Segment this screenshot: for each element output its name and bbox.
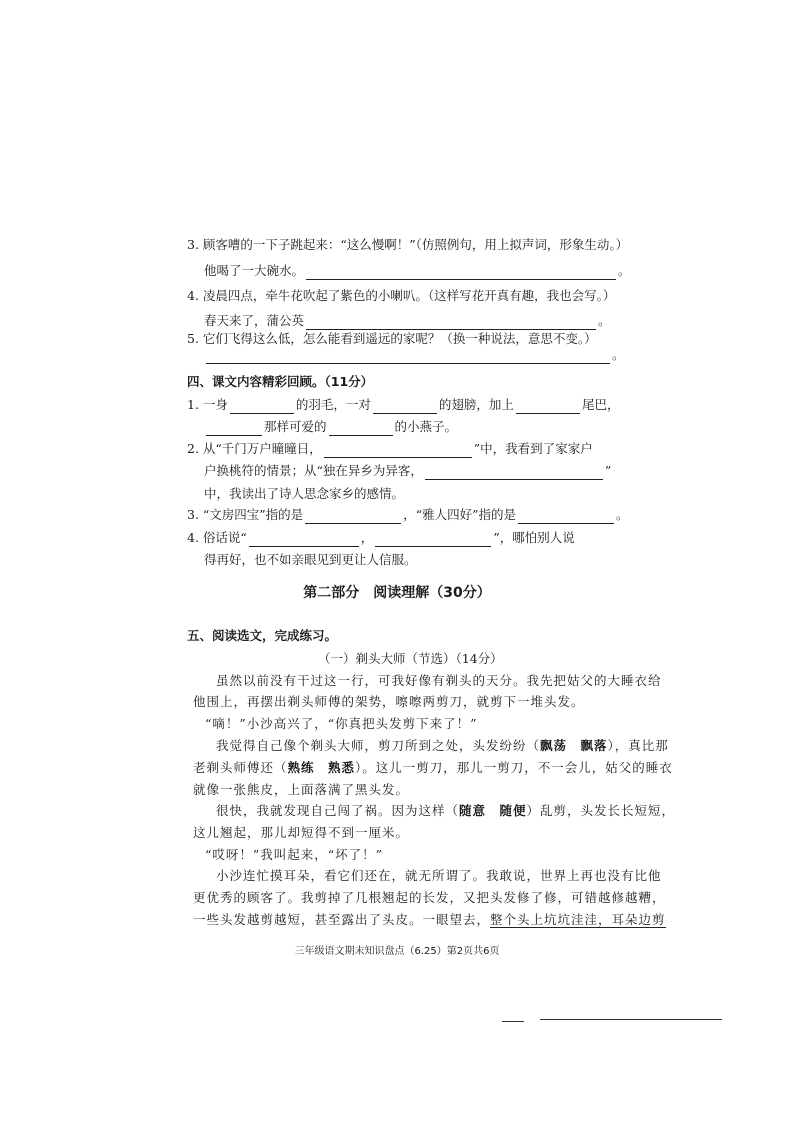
- section-four-q3-line: [187, 506, 628, 524]
- passage-p6-line3: [193, 911, 666, 929]
- section-five-heading: 五、阅读选文，完成练习。: [187, 628, 338, 643]
- q1-text-b: 的羽毛，一对: [295, 397, 371, 412]
- q1-text-f: 的小燕子。: [394, 419, 458, 434]
- q1-text-a: 1. 一身: [187, 397, 228, 412]
- section-four-q2-line3: 中，我读出了诗人思念家乡的感情。: [204, 486, 405, 501]
- q1-blank-2[interactable]: [373, 399, 437, 414]
- question-4-prompt: 4. 凌晨四点，牵牛花吹起了紫色的小喇叭。（这样写花开真有趣，我也会写。）: [187, 288, 616, 303]
- passage-p6-line1: 小沙连忙摸耳朵，看它们还在，就无所谓了。我敢说，世界上再也没有比他: [216, 868, 662, 883]
- section-four-q2-line2: [204, 462, 611, 480]
- question-3-blank[interactable]: [306, 265, 616, 280]
- section-four-q2-line1: [187, 440, 593, 458]
- q4-text-b: ，: [360, 530, 374, 545]
- scan-rule-short: [502, 1021, 524, 1022]
- part-two-title: 第二部分 阅读理解（30分）: [303, 585, 491, 601]
- q1-text-e: 那样可爱的: [264, 419, 327, 434]
- q4-text-c: ”，哪怕别人说: [493, 530, 575, 545]
- word-choice-3: 随意 随便: [459, 803, 527, 818]
- period-mark: 。: [598, 313, 611, 328]
- q2-text-c: 户换桃符的情景；从“独在异乡为异客，: [204, 463, 423, 478]
- p3-text-a: 我觉得自己像个剃头大师，剪刀所到之处，头发纷纷（: [216, 738, 541, 753]
- section-four-q4-line1: [187, 529, 575, 547]
- q1-blank-3[interactable]: [516, 399, 580, 414]
- passage-p1-line1: 虽然以前没有干过这一行，可我好像有剃头的天分。我先把姑父的大睡衣给: [216, 673, 662, 688]
- passage-p6-line2: 更优秀的顾客了。我剪掉了几根翘起的长发，又把头发修了修，可错越修越糟，: [193, 890, 666, 905]
- q1-blank-1[interactable]: [230, 399, 294, 414]
- question-4-answer-prefix: 春天来了，蒲公英: [204, 313, 305, 328]
- question-5-answer-line: [204, 346, 625, 364]
- question-5-prompt: 5. 它们飞得这么低，怎么能看到遥远的家呢？（换一种说法，意思不变。）: [187, 331, 597, 346]
- scan-rule-long: [540, 1019, 722, 1020]
- p4-text-a: 很快，我就发现自己闯了祸。因为这样（: [216, 803, 460, 818]
- q3-text-a: 3. “文房四宝”指的是: [187, 507, 304, 522]
- passage-title: （一）剃头大师（节选）（14分）: [318, 651, 503, 666]
- period-mark: 。: [618, 263, 631, 278]
- q4-text-a: 4. 俗话说“: [187, 530, 247, 545]
- q2-text-a: 2. 从“千门万户曈曈日，: [187, 441, 322, 456]
- q1-text-c: 的翅膀，加上: [438, 397, 514, 412]
- word-choice-2: 熟练 熟悉: [287, 760, 356, 775]
- question-5-blank[interactable]: [206, 349, 610, 364]
- passage-p3-line3: 就像一张熊皮，上面落满了黑头发。: [193, 782, 410, 797]
- passage-p1-line2: 他围上，再摆出剃头师傅的架势，嚓嚓两剪刀，就剪下一堆头发。: [193, 694, 585, 709]
- underlined-sentence: 整个头上坑坑洼洼，耳朵边剪: [490, 912, 666, 927]
- p3-text-b: ），真比那: [607, 738, 669, 753]
- question-4-answer-line: [204, 312, 611, 330]
- passage-p3-line1: [216, 737, 669, 755]
- q1-blank-5[interactable]: [329, 421, 393, 436]
- p4-text-b: ）乱剪，头发长长短短，: [526, 803, 676, 818]
- q3-text-c: 。: [615, 507, 629, 522]
- passage-p5-line1: “哎呀！”我叫起来，“坏了！”: [205, 847, 384, 862]
- section-four-q1-line2: [204, 418, 457, 436]
- section-four-q4-line2: 得再好，也不如亲眼见到更让人信服。: [204, 552, 417, 567]
- passage-p3-line2: [193, 759, 673, 777]
- question-3-prompt: 3. 顾客嘈的一下子跳起来：“这么慢啊！”（仿照例句，用上拟声词，形象生动。）: [187, 237, 629, 252]
- q3-blank-1[interactable]: [305, 509, 401, 524]
- section-four-q1-line1: [187, 396, 619, 414]
- p3-text-d: ）。这儿一剪刀，那儿一剪刀，不一会儿，姑父的睡衣: [355, 760, 673, 775]
- q4-blank-2[interactable]: [375, 532, 491, 547]
- q3-blank-2[interactable]: [518, 509, 614, 524]
- section-four-heading: 四、课文内容精彩回顾。（11分）: [187, 374, 374, 389]
- q1-blank-4[interactable]: [206, 421, 262, 436]
- passage-p2-line1: “嘀！”小沙高兴了，“你真把头发剪下来了！”: [205, 716, 478, 731]
- q3-text-b: ，“雅人四好”指的是: [403, 507, 516, 522]
- word-choice-1: 飘荡 飘落: [540, 738, 608, 753]
- q2-blank-2[interactable]: [425, 465, 603, 480]
- period-mark: 。: [612, 347, 625, 362]
- q2-text-b: ”中，我看到了家家户: [473, 441, 593, 456]
- p3-text-c: 老剃头师傅还（: [193, 760, 288, 775]
- question-3-answer-line: [204, 262, 631, 280]
- q2-text-d: ”: [604, 463, 612, 478]
- question-4-blank[interactable]: [306, 315, 596, 330]
- passage-p4-line1: [216, 802, 675, 820]
- q2-blank-1[interactable]: [324, 443, 472, 458]
- q4-blank-1[interactable]: [249, 532, 359, 547]
- question-3-answer-prefix: 他喝了一大碗水。: [204, 263, 305, 278]
- p6-text-a: 一些头发越剪越短，甚至露出了头皮。一眼望去，: [193, 912, 491, 927]
- q1-text-d: 尾巴，: [581, 397, 620, 412]
- page-footer: 三年级语文期末知识盘点（6.25）第2页共6页: [294, 946, 500, 957]
- passage-p4-line2: 这儿翘起，那儿却短得不到一厘米。: [193, 825, 410, 840]
